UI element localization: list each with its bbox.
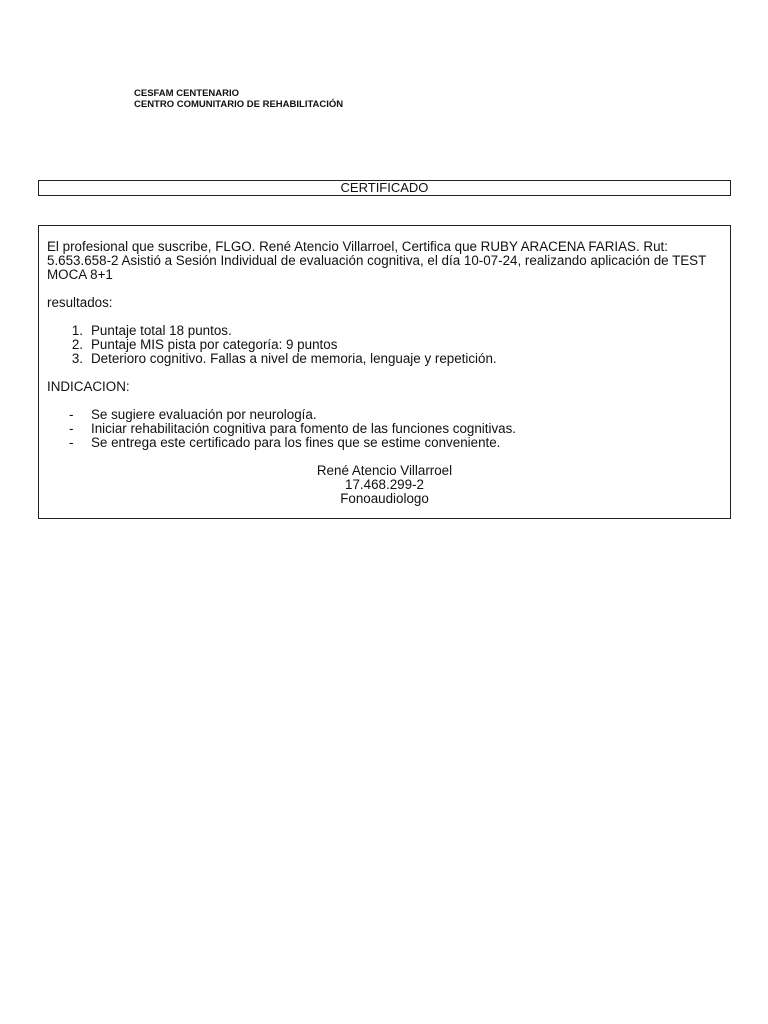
certificate-body bbox=[38, 225, 731, 519]
list-item bbox=[47, 338, 722, 352]
list-marker: 3. bbox=[71, 351, 83, 366]
list-item-text: Puntaje total 18 puntos. bbox=[91, 323, 232, 338]
list-item bbox=[47, 422, 722, 436]
certificate-title-box bbox=[38, 180, 731, 196]
intro-paragraph: El profesional que suscribe, FLGO. René Atencio Villarroel, Certifica que RUBY ARACENA FARIAS. Rut: 5.653.658-2 Asistió a Sesión Individual de evaluación cognitiva, el día 10-07-24, realizando aplicación de TEST MOCA 8+1 bbox=[47, 239, 707, 282]
list-marker: - bbox=[69, 421, 74, 436]
signer-name: René Atencio Villarroel bbox=[316, 463, 453, 478]
list-item-text: Se entrega este certificado para los fines que se estime conveniente. bbox=[91, 435, 501, 450]
list-marker: 1. bbox=[71, 323, 83, 338]
certificate-title: CERTIFICADO bbox=[340, 180, 429, 195]
document-header bbox=[134, 88, 343, 110]
list-item bbox=[47, 408, 722, 422]
list-item-text: Se sugiere evaluación por neurología. bbox=[91, 407, 317, 422]
list-item-text: Iniciar rehabilitación cognitiva para fomento de las funciones cognitivas. bbox=[91, 421, 517, 436]
list-item bbox=[47, 324, 722, 338]
institution-subtitle: CENTRO COMUNITARIO DE REHABILITACIÓN bbox=[134, 99, 344, 110]
indication-label: INDICACION: bbox=[47, 379, 130, 394]
signature-block bbox=[47, 464, 722, 506]
list-marker: - bbox=[69, 435, 74, 450]
list-marker: - bbox=[69, 407, 74, 422]
institution-name: CESFAM CENTENARIO bbox=[134, 88, 240, 99]
results-label: resultados: bbox=[47, 295, 113, 310]
signer-rut: 17.468.299-2 bbox=[345, 477, 424, 492]
list-item-text: Deterioro cognitivo. Fallas a nivel de memoria, lenguaje y repetición. bbox=[91, 351, 497, 366]
list-item bbox=[47, 436, 722, 450]
indications-list bbox=[47, 408, 722, 450]
results-list bbox=[47, 324, 722, 366]
list-item bbox=[47, 352, 722, 366]
list-item-text: Puntaje MIS pista por categoría: 9 puntos bbox=[91, 337, 338, 352]
signer-role: Fonoaudiologo bbox=[340, 491, 429, 506]
list-marker: 2. bbox=[71, 337, 83, 352]
